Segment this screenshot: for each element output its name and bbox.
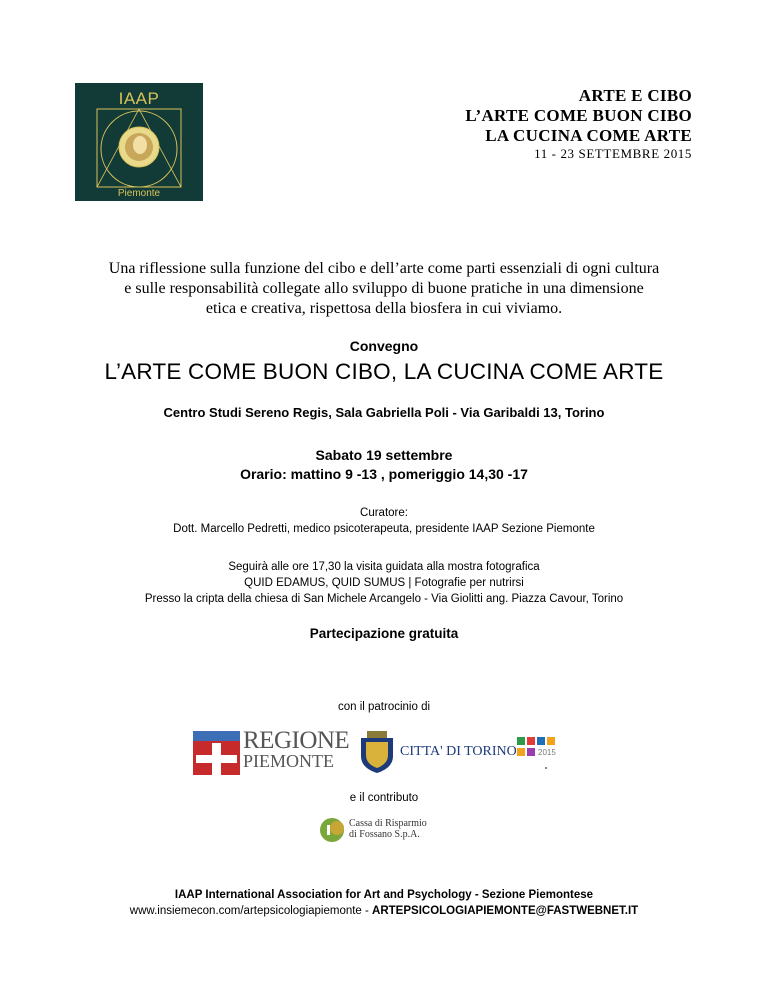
intro-paragraph bbox=[40, 259, 728, 319]
cassa-di-risparmio-logo bbox=[318, 815, 448, 845]
cassa-leaf-icon bbox=[318, 815, 348, 845]
citta-di-torino-logo bbox=[357, 730, 517, 774]
intro-line: Una riflessione sulla funzione del cibo e dell’arte come parti essenziali di ogni cultura bbox=[108, 260, 660, 277]
header-line-2: L’ARTE COME BUON CIBO bbox=[465, 106, 692, 125]
footer-email[interactable]: ARTEPSICOLOGIAPIEMONTE@FASTWEBNET.IT bbox=[372, 905, 639, 917]
venue: Centro Studi Sereno Regis, Sala Gabriella Poli - Via Garibaldi 13, Torino bbox=[163, 405, 605, 420]
footer-contact bbox=[0, 903, 768, 919]
header-dates: 11 - 23 SETTEMBRE 2015 bbox=[534, 146, 692, 161]
curator-name: Dott. Marcello Pedretti, medico psicoterapeuta, presidente IAAP Sezione Piemonte bbox=[173, 523, 595, 535]
event-header bbox=[465, 86, 692, 162]
footer bbox=[0, 887, 768, 919]
regione-line-1: REGIONE bbox=[243, 727, 350, 754]
torino-crest-icon bbox=[357, 730, 397, 774]
footer-association: IAAP International Association for Art and Psychology - Sezione Piemontese bbox=[174, 889, 594, 901]
intro-line: etica e creativa, rispettosa della biosfera in cui viviamo. bbox=[205, 300, 563, 317]
contribution-label: e il contributo bbox=[349, 792, 419, 804]
regione-coat-of-arms-icon bbox=[193, 731, 240, 775]
convegno-label: Convegno bbox=[349, 338, 419, 354]
cassa-line-2: di Fossano S.p.A. bbox=[349, 829, 420, 840]
visit-line: QUID EDAMUS, QUID SUMUS | Fotografie per nutrirsi bbox=[244, 577, 524, 589]
logo-subtitle: Piemonte bbox=[117, 188, 161, 199]
expo-2015-logo bbox=[515, 735, 571, 773]
expo-year: 2015 bbox=[538, 748, 556, 757]
visit-line: Presso la cripta della chiesa di San Michele Arcangelo - Via Giolitti ang. Piazza Cavour, Torino bbox=[144, 593, 624, 605]
torino-text: CITTA' DI TORINO bbox=[400, 744, 517, 759]
visit-line: Seguirà alle ore 17,30 la visita guidata alla mostra fotografica bbox=[228, 561, 540, 573]
logo-title: IAAP bbox=[118, 89, 160, 108]
regione-line-2: PIEMONTE bbox=[243, 751, 334, 771]
guided-visit-block bbox=[0, 559, 768, 607]
cassa-line-1: Cassa di Risparmio bbox=[349, 818, 427, 829]
curator-block bbox=[0, 505, 768, 537]
curator-label: Curatore: bbox=[360, 507, 408, 519]
event-hours: Orario: mattino 9 -13 , pomeriggio 14,30 -17 bbox=[240, 466, 528, 482]
regione-piemonte-logo bbox=[193, 727, 350, 775]
patronage-label: con il patrocinio di bbox=[337, 701, 431, 713]
convegno-title: L’ARTE COME BUON CIBO, LA CUCINA COME ARTE bbox=[104, 359, 664, 384]
event-schedule bbox=[0, 446, 768, 484]
header-line-3: LA CUCINA COME ARTE bbox=[485, 126, 692, 145]
event-date: Sabato 19 settembre bbox=[315, 447, 453, 463]
intro-line: e sulle responsabilità collegate allo sviluppo di buone pratiche in una dimensione bbox=[124, 280, 644, 297]
free-participation: Partecipazione gratuita bbox=[309, 626, 459, 641]
header-line-1: ARTE E CIBO bbox=[578, 86, 692, 105]
footer-website[interactable]: www.insiemecon.com/artepsicologiapiemonte - bbox=[129, 905, 373, 917]
iaap-logo bbox=[75, 83, 203, 201]
